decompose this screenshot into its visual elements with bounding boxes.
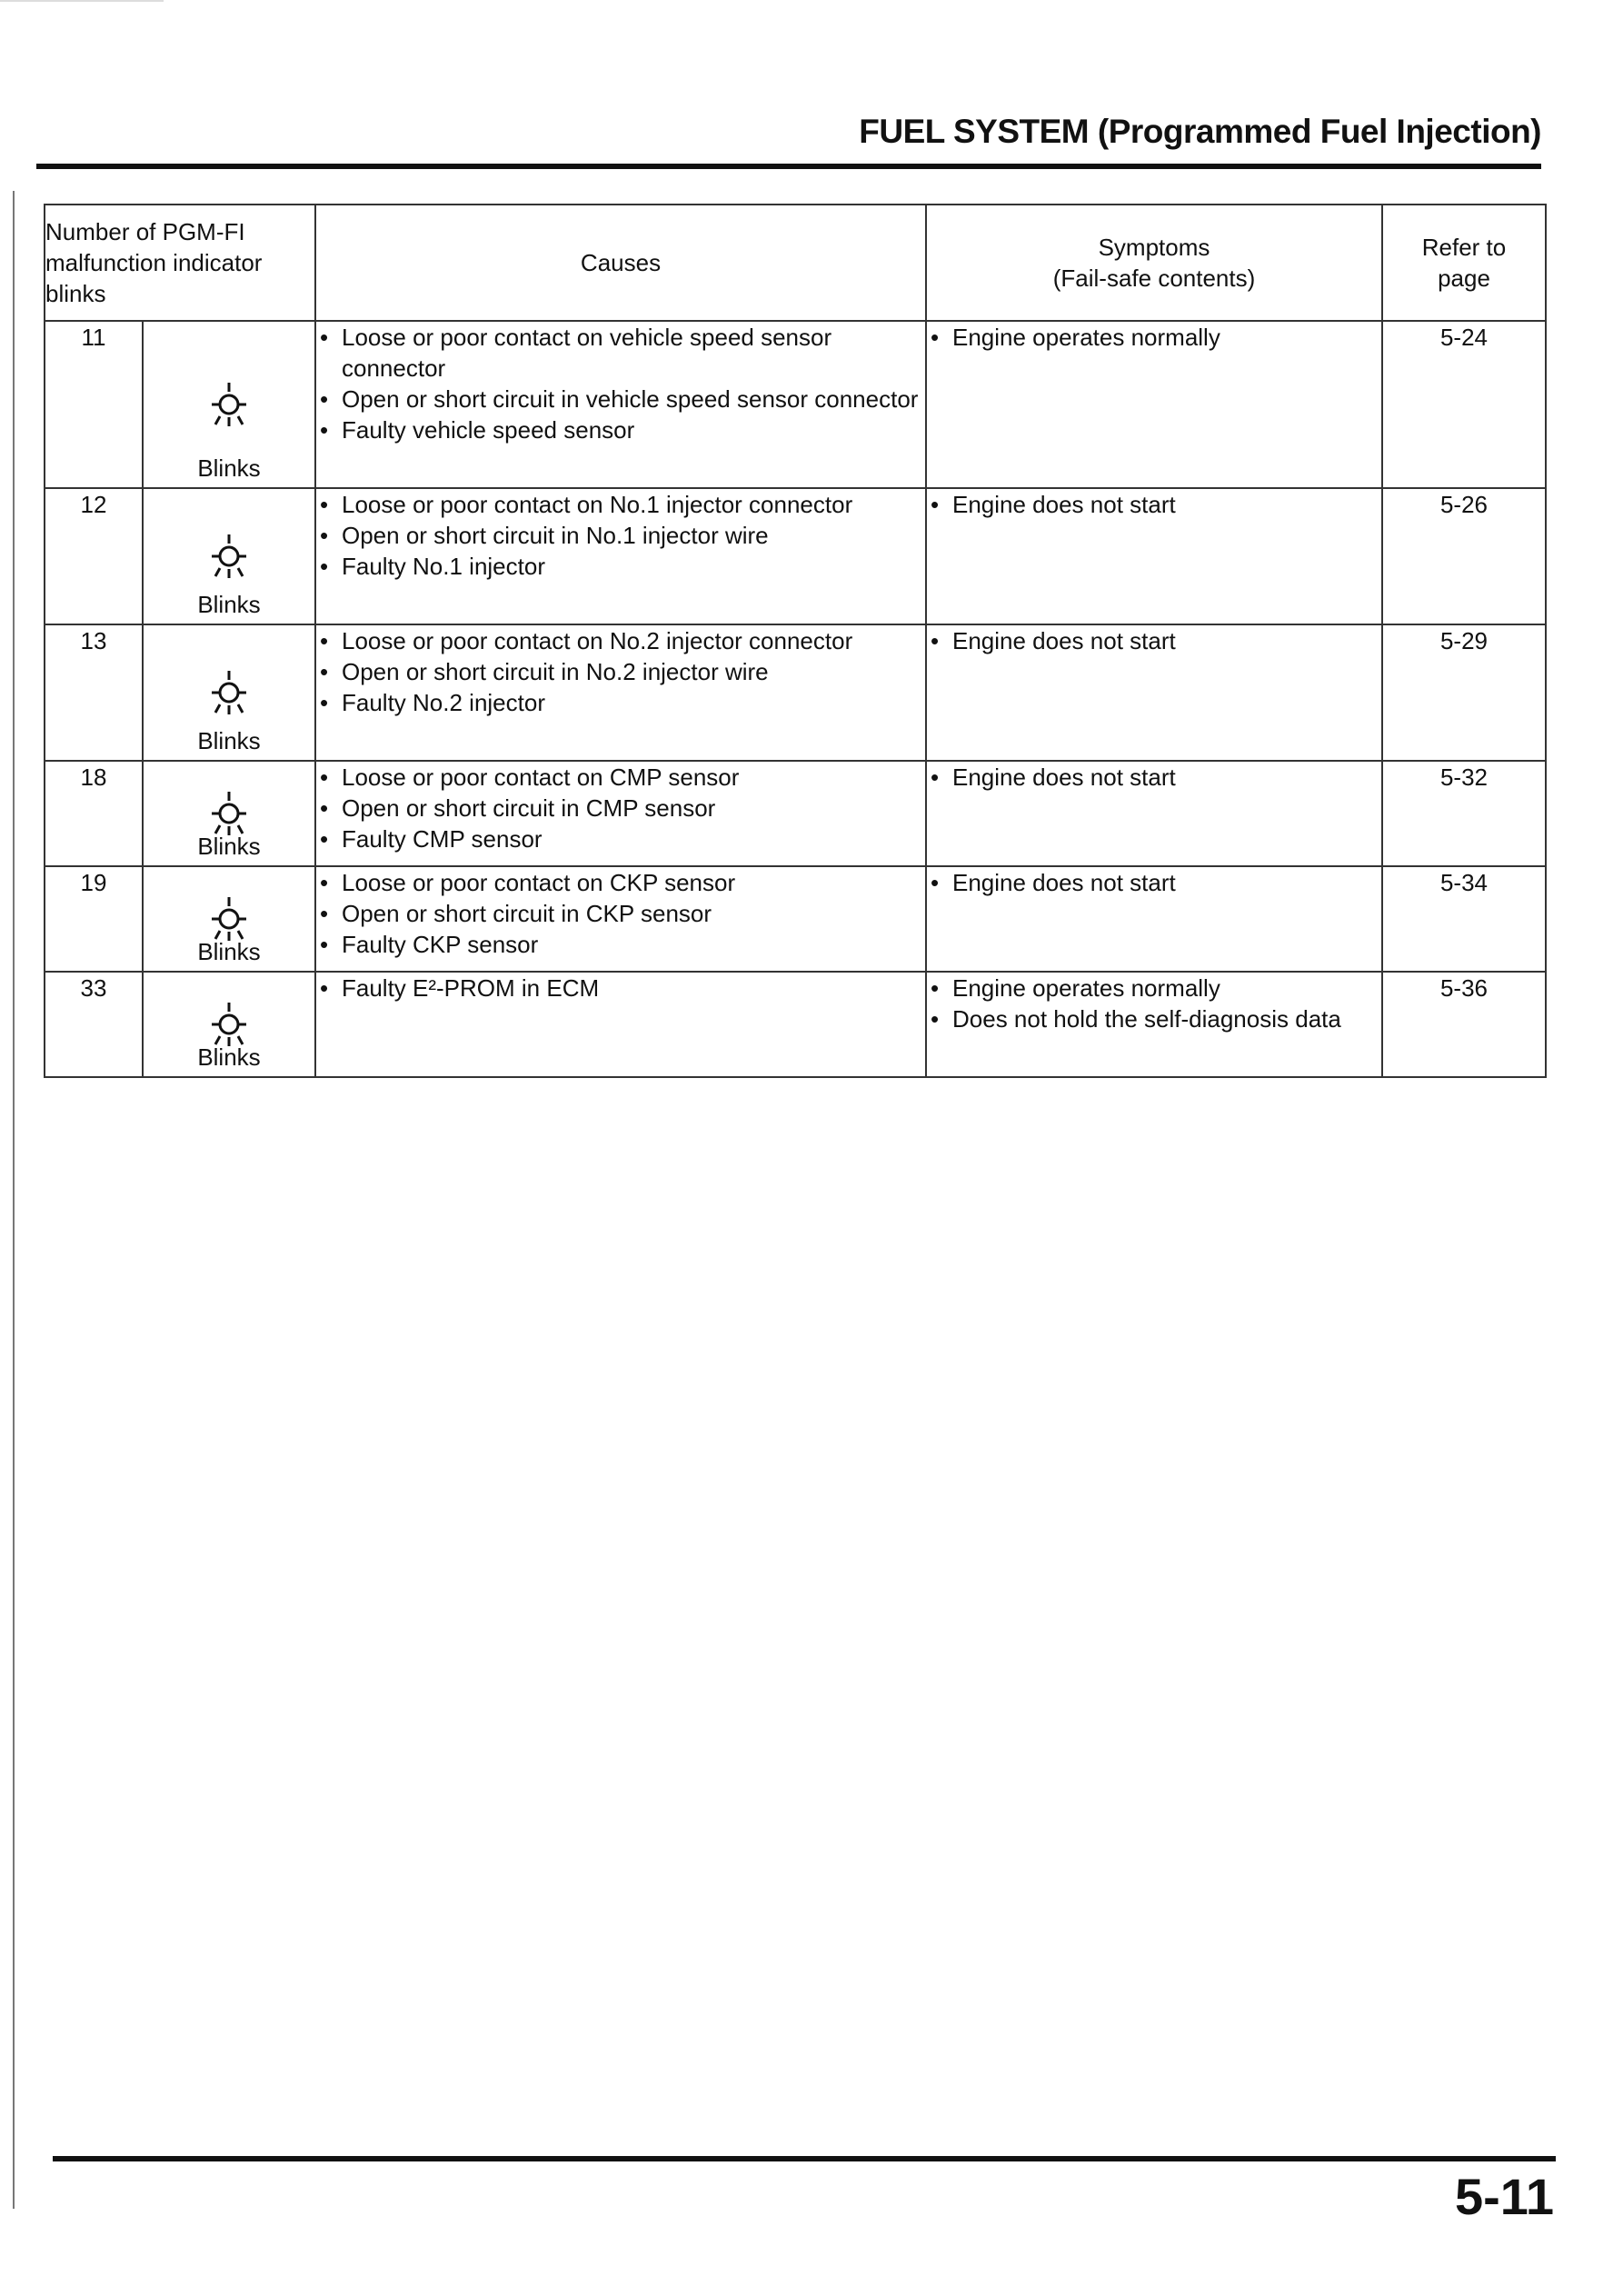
refer-page: 5-32 (1382, 761, 1546, 866)
symptoms-list (927, 322, 1381, 353)
section-title: FUEL SYSTEM (Programmed Fuel Injection) (859, 113, 1541, 150)
cause-item: • Loose or poor contact on No.1 injector connector (316, 489, 925, 520)
indicator-cell (143, 624, 315, 761)
symptoms-cell (926, 866, 1382, 972)
dtc-code: 11 (45, 321, 143, 488)
header-symptoms (926, 205, 1382, 321)
blinking-light-icon (210, 527, 248, 585)
indicator-wrap (144, 867, 314, 971)
cause-item: • Open or short circuit in No.2 injector wire (316, 656, 925, 687)
symptoms-list (927, 867, 1381, 898)
table-row (45, 972, 1546, 1077)
header-divider (36, 164, 1541, 169)
indicator-wrap (144, 973, 314, 1076)
cause-item: • Open or short circuit in CMP sensor (316, 793, 925, 824)
table-row (45, 321, 1546, 488)
symptoms-list (927, 973, 1381, 1034)
table-row (45, 761, 1546, 866)
dtc-code: 12 (45, 488, 143, 624)
indicator-wrap (144, 625, 314, 760)
dtc-code: 18 (45, 761, 143, 866)
symptoms-cell (926, 972, 1382, 1077)
causes-cell (315, 972, 926, 1077)
symptoms-list (927, 625, 1381, 656)
top-edge-mark (0, 0, 164, 2)
indicator-label: Blinks (197, 1043, 261, 1071)
indicator-label: Blinks (197, 454, 261, 482)
causes-cell (315, 866, 926, 972)
cause-item: • Faulty CKP sensor (316, 929, 925, 960)
binding-edge-line (13, 191, 15, 2209)
refer-page: 5-34 (1382, 866, 1546, 972)
header-indicator-blinks: Number of PGM-FI malfunction indicator blinks (45, 205, 315, 321)
causes-cell (315, 761, 926, 866)
table-body (45, 321, 1546, 1077)
causes-cell (315, 624, 926, 761)
symptoms-cell (926, 488, 1382, 624)
causes-list (316, 489, 925, 582)
symptom-item: • Engine does not start (927, 489, 1381, 520)
cause-item: • Loose or poor contact on vehicle speed sensor connector (316, 322, 925, 384)
symptom-item: • Engine operates normally (927, 322, 1381, 353)
cause-item: • Open or short circuit in CKP sensor (316, 898, 925, 929)
blinking-light-icon (210, 375, 248, 434)
indicator-cell (143, 972, 315, 1077)
cause-item: • Loose or poor contact on CMP sensor (316, 762, 925, 793)
refer-page: 5-24 (1382, 321, 1546, 488)
refer-page: 5-26 (1382, 488, 1546, 624)
indicator-label: Blinks (197, 833, 261, 860)
indicator-cell (143, 866, 315, 972)
indicator-wrap (144, 489, 314, 624)
causes-list (316, 322, 925, 445)
causes-cell (315, 488, 926, 624)
symptoms-list (927, 762, 1381, 793)
symptom-item: • Engine does not start (927, 762, 1381, 793)
refer-page: 5-29 (1382, 624, 1546, 761)
page-number: 5-11 (1455, 2168, 1554, 2225)
cause-item: • Faulty CMP sensor (316, 824, 925, 854)
header-symptoms-subtitle: (Fail-safe contents) (1052, 265, 1256, 292)
footer-divider (53, 2156, 1556, 2161)
indicator-label: Blinks (197, 727, 261, 754)
indicator-cell (143, 321, 315, 488)
table-row (45, 866, 1546, 972)
refer-page: 5-36 (1382, 972, 1546, 1077)
causes-list (316, 625, 925, 718)
dtc-code: 33 (45, 972, 143, 1077)
symptoms-cell (926, 624, 1382, 761)
symptoms-cell (926, 321, 1382, 488)
causes-list (316, 867, 925, 960)
header-refer-line1: Refer to (1421, 234, 1507, 261)
table-header-row (45, 205, 1546, 321)
dtc-code: 13 (45, 624, 143, 761)
header-refer-page (1382, 205, 1546, 321)
cause-item: • Open or short circuit in vehicle speed sensor connector (316, 384, 925, 414)
blinking-light-icon (210, 664, 248, 722)
indicator-wrap (144, 322, 314, 487)
malfunction-code-table (44, 204, 1547, 1078)
causes-cell (315, 321, 926, 488)
symptom-item: • Engine does not start (927, 625, 1381, 656)
indicator-label: Blinks (197, 591, 261, 618)
indicator-cell (143, 761, 315, 866)
cause-item: • Loose or poor contact on No.2 injector connector (316, 625, 925, 656)
header-refer-line2: page (1438, 265, 1490, 292)
causes-list (316, 762, 925, 854)
symptoms-cell (926, 761, 1382, 866)
indicator-label: Blinks (197, 938, 261, 965)
cause-item: • Open or short circuit in No.1 injector wire (316, 520, 925, 551)
header-symptoms-title: Symptoms (1098, 234, 1210, 261)
indicator-cell (143, 488, 315, 624)
cause-item: • Faulty vehicle speed sensor (316, 414, 925, 445)
symptom-item: • Engine operates normally (927, 973, 1381, 1003)
table-row (45, 488, 1546, 624)
causes-list (316, 973, 925, 1003)
header-causes: Causes (315, 205, 926, 321)
indicator-wrap (144, 762, 314, 865)
symptoms-list (927, 489, 1381, 520)
dtc-code: 19 (45, 866, 143, 972)
symptom-item: • Engine does not start (927, 867, 1381, 898)
cause-item: • Faulty E²-PROM in ECM (316, 973, 925, 1003)
cause-item: • Faulty No.1 injector (316, 551, 925, 582)
cause-item: • Loose or poor contact on CKP sensor (316, 867, 925, 898)
cause-item: • Faulty No.2 injector (316, 687, 925, 718)
table-row (45, 624, 1546, 761)
symptom-item: • Does not hold the self-diagnosis data (927, 1003, 1381, 1034)
